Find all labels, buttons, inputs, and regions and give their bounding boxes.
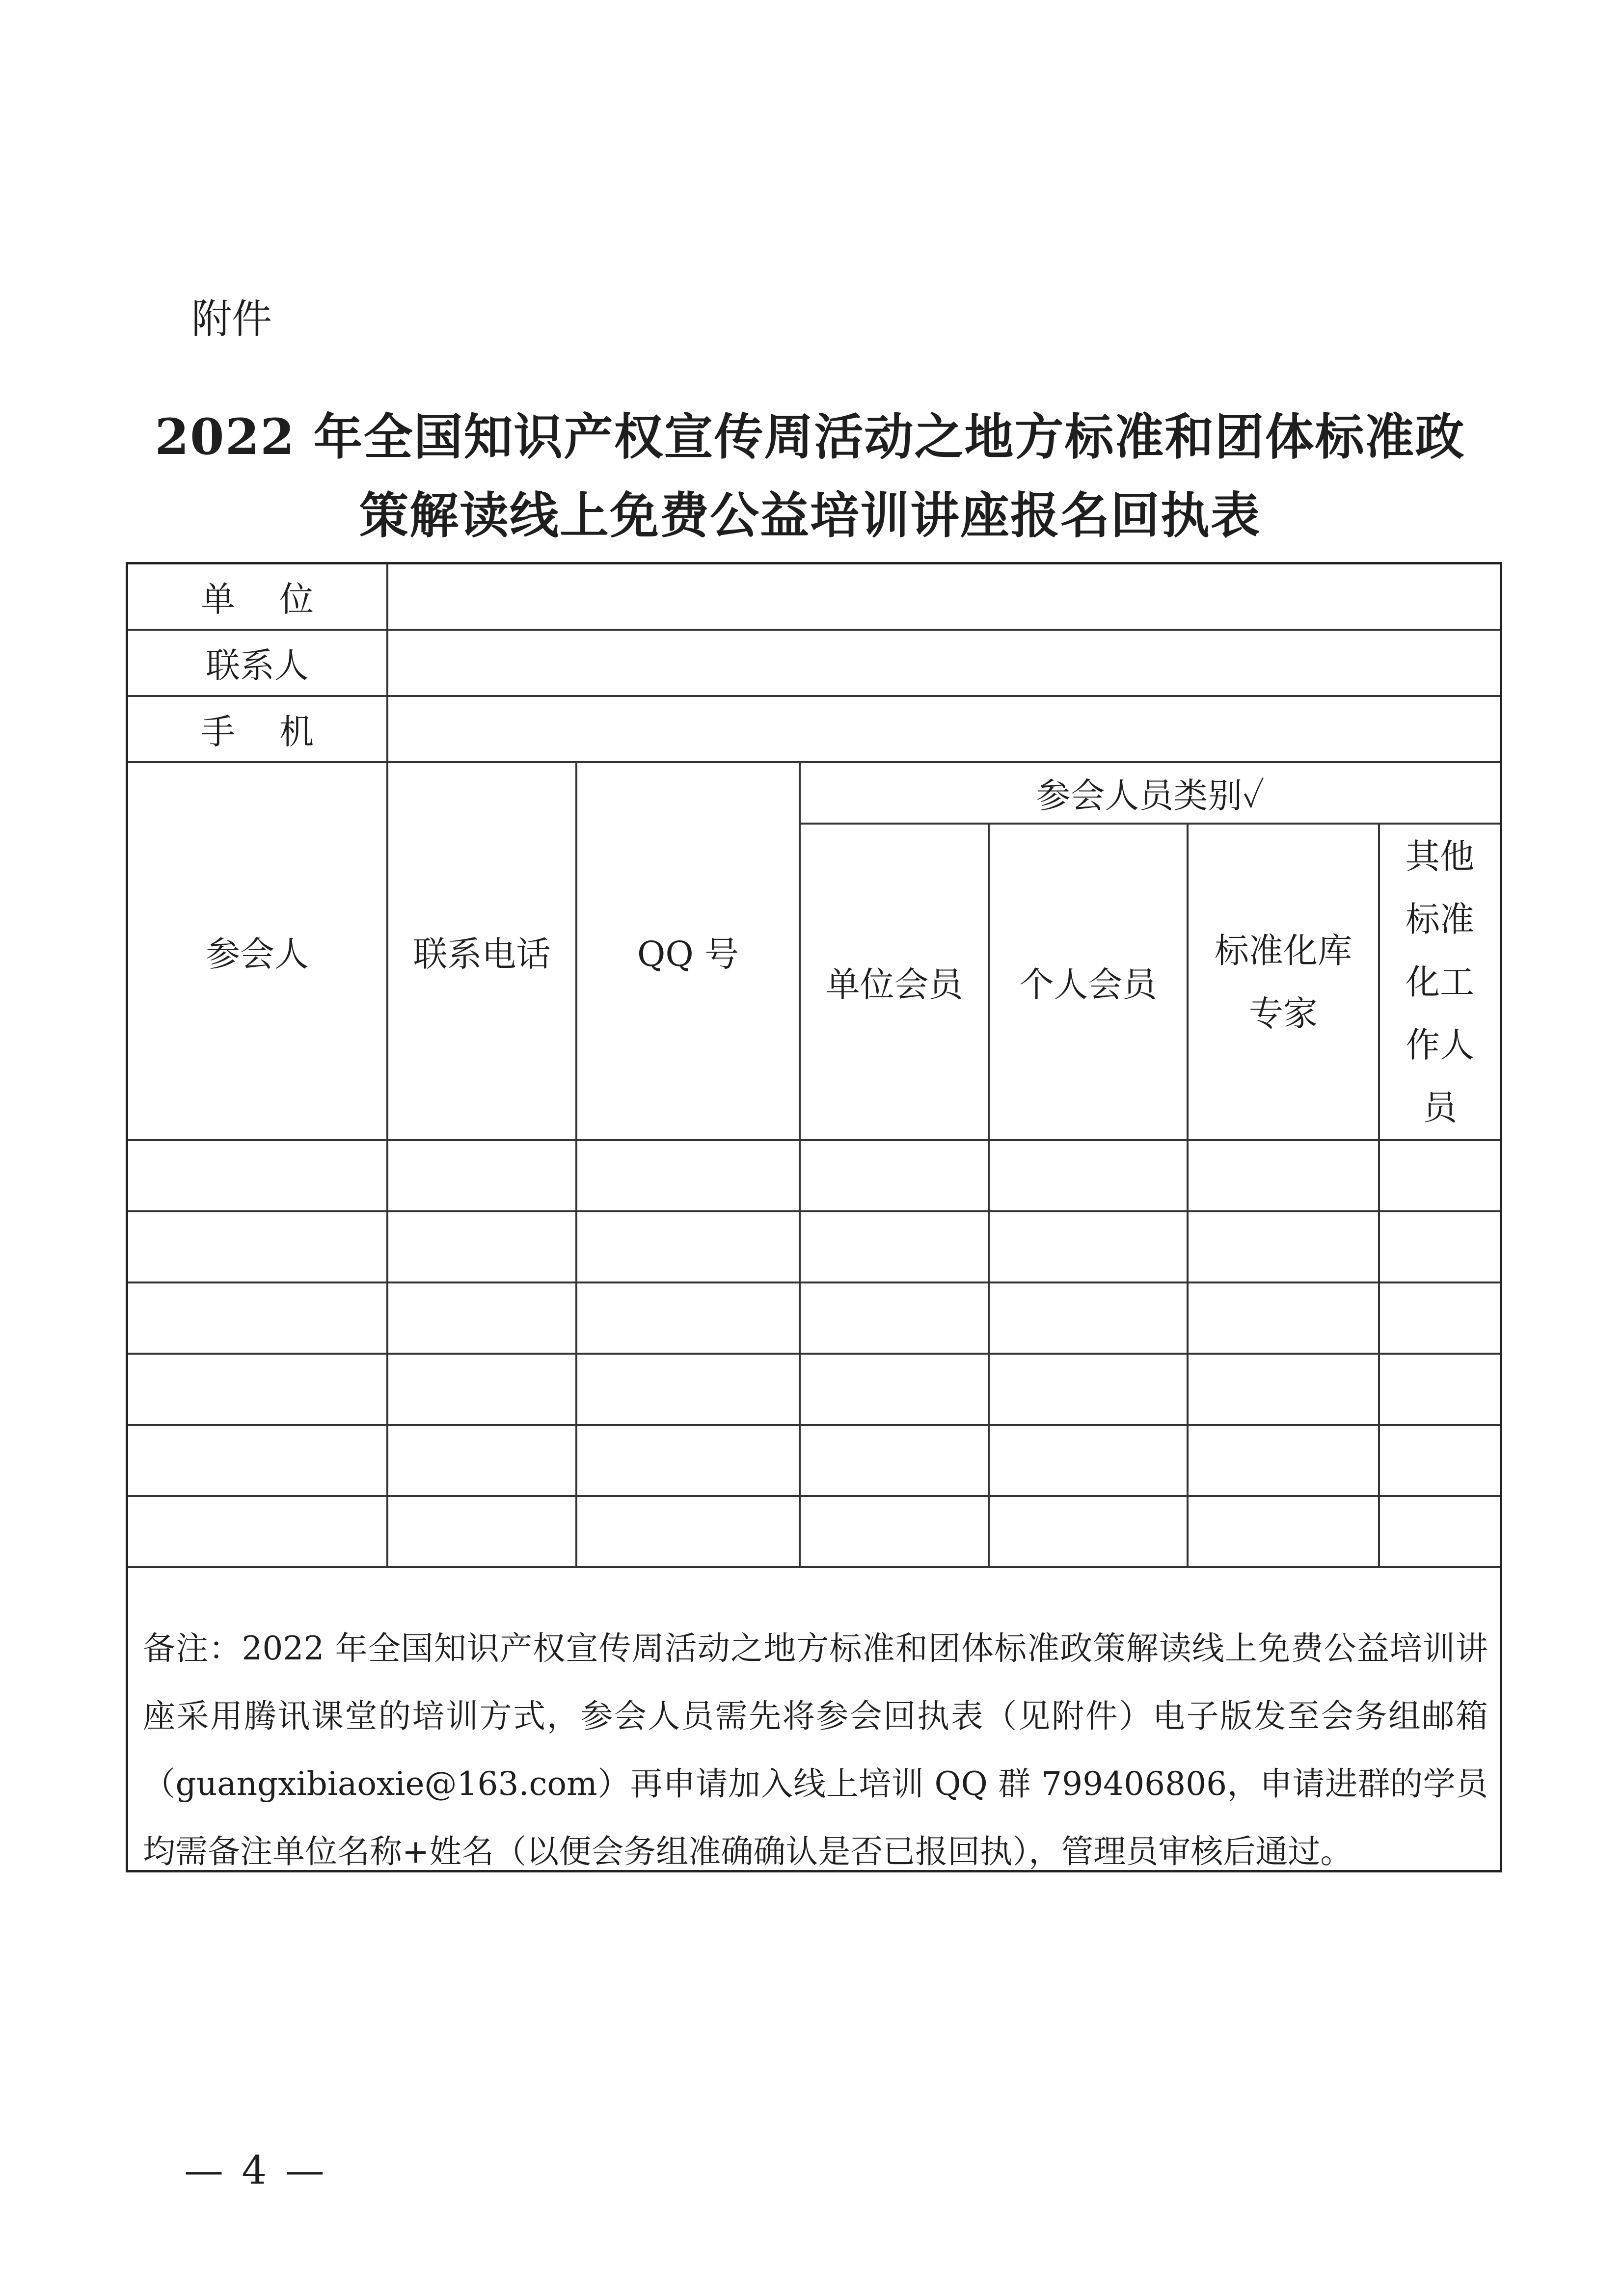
page-number: — 4 — — [184, 2147, 327, 2193]
table-cell[interactable] — [128, 1141, 388, 1212]
table-cell[interactable] — [801, 1283, 990, 1355]
expert-header: 标准化库专家 — [1189, 825, 1380, 1141]
unit-field[interactable] — [388, 564, 1500, 631]
table-cell[interactable] — [1380, 1283, 1500, 1355]
table-cell[interactable] — [1189, 1426, 1380, 1497]
table-cell[interactable] — [128, 1497, 388, 1568]
attendee-header: 参会人 — [128, 763, 388, 1141]
remarks-note: 备注：2022 年全国知识产权宣传周活动之地方标准和团体标准政策解读线上免费公益培训讲座采用腾讯课堂的培训方式，参会人员需先将参会回执表（见附件）电子版发至会务组邮箱（guangxibiaoxie@163.com）再申请加入线上培训 QQ 群 799406806，申请进群的学员均需备注单位名称+姓名（以便会务组准确确认是否已报回执），管理员审核后通过。 — [143, 1629, 1488, 1870]
contact-label: 联系人 — [128, 631, 388, 697]
table-cell[interactable] — [1380, 1426, 1500, 1497]
table-cell[interactable] — [801, 1212, 990, 1283]
title-line-2: 策解读线上免费公益培训讲座报名回执表 — [359, 486, 1261, 544]
table-cell[interactable] — [1380, 1212, 1500, 1283]
table-cell[interactable] — [577, 1283, 801, 1355]
table-cell[interactable] — [128, 1212, 388, 1283]
table-cell[interactable] — [990, 1426, 1189, 1497]
table-cell[interactable] — [801, 1355, 990, 1426]
table-cell[interactable] — [990, 1355, 1189, 1426]
table-cell[interactable] — [990, 1212, 1189, 1283]
table-cell[interactable] — [1189, 1141, 1380, 1212]
table-cell[interactable] — [990, 1141, 1189, 1212]
table-cell[interactable] — [1189, 1497, 1380, 1568]
table-cell[interactable] — [801, 1497, 990, 1568]
table-cell[interactable] — [577, 1141, 801, 1212]
mobile-label: 手机 — [128, 697, 388, 763]
annex-label: 附件 — [191, 296, 272, 343]
table-cell[interactable] — [388, 1212, 577, 1283]
table-cell[interactable] — [1189, 1212, 1380, 1283]
title-line-1: 2022 年全国知识产权宣传周活动之地方标准和团体标准政 — [155, 408, 1465, 466]
table-cell[interactable] — [128, 1355, 388, 1426]
table-cell[interactable] — [1189, 1355, 1380, 1426]
unit-member-header: 单位会员 — [801, 825, 990, 1141]
table-cell[interactable] — [801, 1426, 990, 1497]
phone-header: 联系电话 — [388, 763, 577, 1141]
table-cell[interactable] — [577, 1497, 801, 1568]
table-cell[interactable] — [1380, 1497, 1500, 1568]
table-cell[interactable] — [128, 1426, 388, 1497]
table-cell[interactable] — [1189, 1283, 1380, 1355]
table-cell[interactable] — [128, 1283, 388, 1355]
qq-header: QQ 号 — [577, 763, 801, 1141]
table-cell[interactable] — [388, 1497, 577, 1568]
table-cell[interactable] — [388, 1355, 577, 1426]
table-cell[interactable] — [1380, 1355, 1500, 1426]
table-cell[interactable] — [990, 1497, 1189, 1568]
table-cell[interactable] — [577, 1355, 801, 1426]
individual-member-header: 个人会员 — [990, 825, 1189, 1141]
registration-form — [126, 562, 1502, 1872]
table-cell[interactable] — [577, 1212, 801, 1283]
table-cell[interactable] — [388, 1141, 577, 1212]
table-cell[interactable] — [388, 1426, 577, 1497]
contact-field[interactable] — [388, 631, 1500, 697]
table-cell[interactable] — [388, 1283, 577, 1355]
table-cell[interactable] — [801, 1141, 990, 1212]
table-cell[interactable] — [1380, 1141, 1500, 1212]
table-cell[interactable] — [577, 1426, 801, 1497]
table-cell[interactable] — [990, 1283, 1189, 1355]
mobile-field[interactable] — [388, 697, 1500, 763]
category-group-header: 参会人员类别✓ — [801, 763, 1500, 825]
unit-label: 单位 — [128, 564, 388, 631]
other-worker-header: 其他标准化工作人员 — [1380, 825, 1500, 1141]
